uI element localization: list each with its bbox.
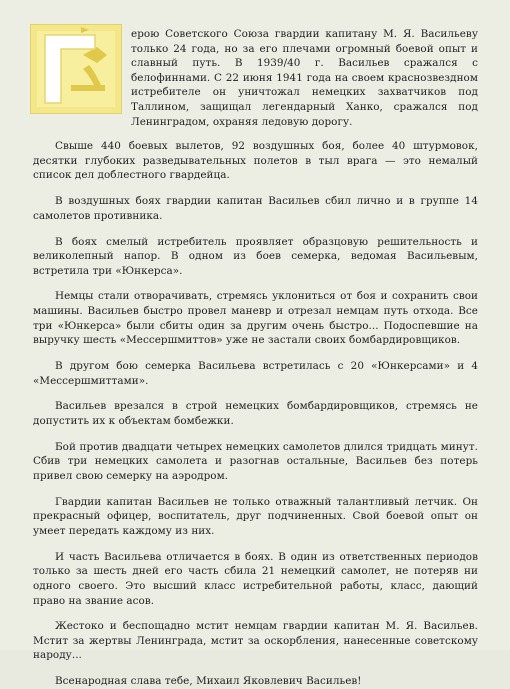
paragraph: В другом бою семерка Васильева встретилась с 20 «Юнкерсами» и 4 «Мессершмиттами». [33,360,478,387]
paragraph: В боях смелый истребитель проявляет образцовую решительность и великолепный напор. В одном из боев семерка, ведомая Васильевым, встретила три «Юнкерса». [33,235,478,277]
paragraph: Гвардии капитан Васильев не только отважный талантливый летчик. Он прекрасный офицер, воспитатель, друг подчиненных. Свой боевой опыт он умеет передать каждому из них. [33,495,478,537]
paragraph: ерою Советского Союза гвардии капитану М. Я. Васильеву только 24 года, но за его плечами огромный боевой опыт и славный путь. В 1939/40 г. Васильев сражался с белофиннами. С 22 июня 1941 года на своем краснозвездном истребителе он уничтожал немецких захватчиков под Таллином, защищал легендарный Ханко, сражался под Ленинградом, охраняя ледовую дорогу. [131,28,478,128]
paragraph: В воздушных боях гвардии капитан Васильев сбил лично и в группе 14 самолетов противника. [33,195,478,222]
paragraph: Васильев врезался в строй немецких бомбардировщиков, стремясь не допустить их к объектам бомбежки. [33,400,478,427]
paragraph: Немцы стали отворачивать, стремясь уклониться от боя и сохранить свои машины. Васильев быстро провел маневр и отрезал немцам путь отхода. Все три «Юнкерса» были сбиты один за другим очень быстро... Подоспевшие на выручку шесть «Мессершмиттов» уже не застали своих бомбардировщиков. [33,290,478,347]
paragraph: И часть Васильева отличается в боях. В один из ответственных периодов только за шесть дней его часть сбила 21 немецкий самолет, не потеряв ни одного своего. Это высший класс истребительной работы, класс, дающий право на звание асов. [33,550,478,607]
paragraph: Жестоко и беспощадно мстит немцам гвардии капитан М. Я. Васильев. Мстит за жертвы Ленинграда, мстит за оскорбления, нанесенные советскому народу... [33,620,478,662]
article-body [33,27,478,689]
closing-line: Всенародная слава тебе, Михаил Яковлевич Васильев! [55,675,362,688]
paragraph: Свыше 440 боевых вылетов, 92 воздушных боя, более 40 штурмовок, десятки глубоких разведывательных полетов в тыл врага — это немалый список дел доблестного гвардейца. [33,140,478,182]
paragraph: Бой против двадцати четырех немецких самолетов длился тридцать минут. Сбив три немецких самолета и разогнав остальные, Васильев без потерь привел свою семерку на аэродром. [33,440,478,482]
